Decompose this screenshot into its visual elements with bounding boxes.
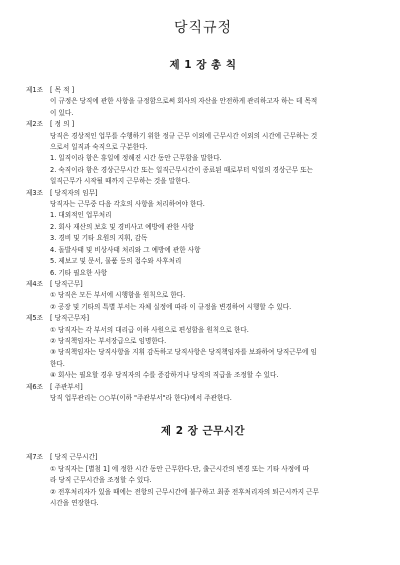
article-text-line: 4. 돌발사태 및 비상사태 처리와 그 예방에 관한 사항 — [50, 245, 201, 254]
article-text-line: 2. 숙직이라 함은 경상근무시간 또는 일직근무시간이 종료된 때로부터 익일의 경상근무 또는 — [50, 165, 313, 174]
article — [26, 313, 380, 381]
article-text-line: ② 당직책임자는 부서장급으로 임명한다. — [50, 336, 167, 345]
article-number: 제1조 — [26, 86, 43, 94]
article-heading — [26, 119, 380, 130]
article-text-line: 1. 일직이라 함은 휴일에 정해진 시간 동안 근무함을 말한다. — [50, 154, 222, 163]
article-text-line: 5. 제보고 및 문서, 물품 등의 접수와 사후처리 — [50, 257, 182, 266]
article-text-line: ① 당직자는 [별첨 1] 에 정한 시간 동안 근무한다.단, 출근시간의 변경 또는 기타 사정에 따 — [50, 464, 309, 473]
article — [26, 279, 380, 313]
article-number: 제6조 — [26, 382, 43, 391]
article-name: [ 정 의 ] — [50, 120, 75, 129]
article-text-line: ② 전후처리자가 있을 때에는 전항의 근무시간에 불구하고 최종 전후처리자의 퇴근시까지 근무 — [50, 487, 319, 496]
article-name: [ 당직자의 임무] — [50, 188, 98, 197]
article — [26, 382, 380, 405]
article-text-line: 일직근무가 시작될 때까지 근무하는 것을 말한다. — [50, 177, 190, 186]
article-name: [ 당직근무] — [50, 279, 83, 288]
article — [26, 188, 380, 279]
article-name: [ 목 적 ] — [50, 86, 75, 94]
chapter-title: 제 1 장 총 칙 — [169, 59, 237, 71]
article-text-line: 당직은 경상적인 업무를 수행하기 위한 정규 근무 이외에 근무시간 이외의 시간에 근무하는 것 — [50, 131, 318, 140]
article — [26, 85, 380, 119]
article-heading — [26, 313, 380, 324]
document-title: 당직규정 — [173, 20, 233, 36]
article-text-line: 2. 회사 재산의 보호 및 경비사고 예방에 관한 사항 — [50, 222, 195, 231]
article-heading — [26, 188, 380, 199]
article-body — [50, 131, 380, 188]
article-text-line: ④ 회사는 필요할 경우 당직자의 수를 증감하거나 당직의 직급을 조정할 수 있다. — [50, 371, 279, 380]
article-name: [ 당직 근무시간] — [50, 453, 98, 462]
article-number: 제2조 — [26, 120, 43, 129]
article-text-line: 시간을 연장한다. — [50, 499, 99, 507]
article-number: 제3조 — [26, 188, 43, 197]
article-number: 제5조 — [26, 314, 43, 323]
article-text-line: 1. 대외적인 업무처리 — [50, 211, 112, 220]
article-body — [50, 290, 380, 313]
article-text-line: 이 있다. — [50, 108, 74, 117]
article-text-line: ① 당직자는 각 부서의 대리급 이하 사원으로 편성함을 원칙으로 한다. — [50, 325, 249, 334]
article-body — [50, 464, 380, 510]
article-text-line: 6. 기타 필요한 사항 — [50, 268, 108, 277]
article-heading — [26, 382, 380, 393]
article-text-line: 3. 경비 및 기타 요원의 지휘, 감독 — [50, 234, 148, 243]
article-heading — [26, 279, 380, 290]
article-body — [50, 325, 380, 382]
article-heading — [26, 452, 380, 463]
article-text-line: ③ 당직책임자는 당직사항을 지휘 감독하고 당직사항은 당직책임자를 보좌하여 당직근무에 임 — [50, 348, 317, 357]
article-text-line: ② 공장 및 기타의 특별 부서는 자체 실정에 따라 이 규정을 변경하여 시행할 수 있다. — [50, 302, 292, 311]
article-text-line: 당직 업무관리는 ○○부(이하 "주관부서"라 한다)에서 주관한다. — [50, 393, 232, 402]
article-text-line: ① 당직은 모든 부서에 시행함을 원칙으로 한다. — [50, 291, 186, 300]
article-body — [50, 393, 380, 404]
chapters-container — [26, 57, 380, 509]
article-name: [ 주관부서] — [50, 382, 83, 391]
article — [26, 119, 380, 187]
article-text-line: 으로서 일직과 숙직으로 구분한다. — [50, 143, 148, 152]
chapter-title: 제 2 장 근무시간 — [160, 425, 246, 438]
article-text-line: 이 규정은 당직에 관한 사항을 규정함으로써 회사의 자산을 안전하게 관리하고자 하는 데 목적 — [50, 97, 318, 106]
article-heading — [26, 85, 380, 96]
article-text-line: 라 당직 근무시간을 조정할 수 있다. — [50, 476, 152, 485]
article-body — [50, 199, 380, 279]
article-name: [ 당직근무자] — [50, 314, 90, 323]
article — [26, 452, 380, 509]
article-body — [50, 96, 380, 119]
article-number: 제4조 — [26, 279, 43, 288]
article-text-line: 한다. — [50, 359, 65, 368]
article-text-line: 당직자는 근무중 다음 각호의 사항을 처리하여야 한다. — [50, 200, 205, 209]
article-number: 제7조 — [26, 453, 43, 462]
